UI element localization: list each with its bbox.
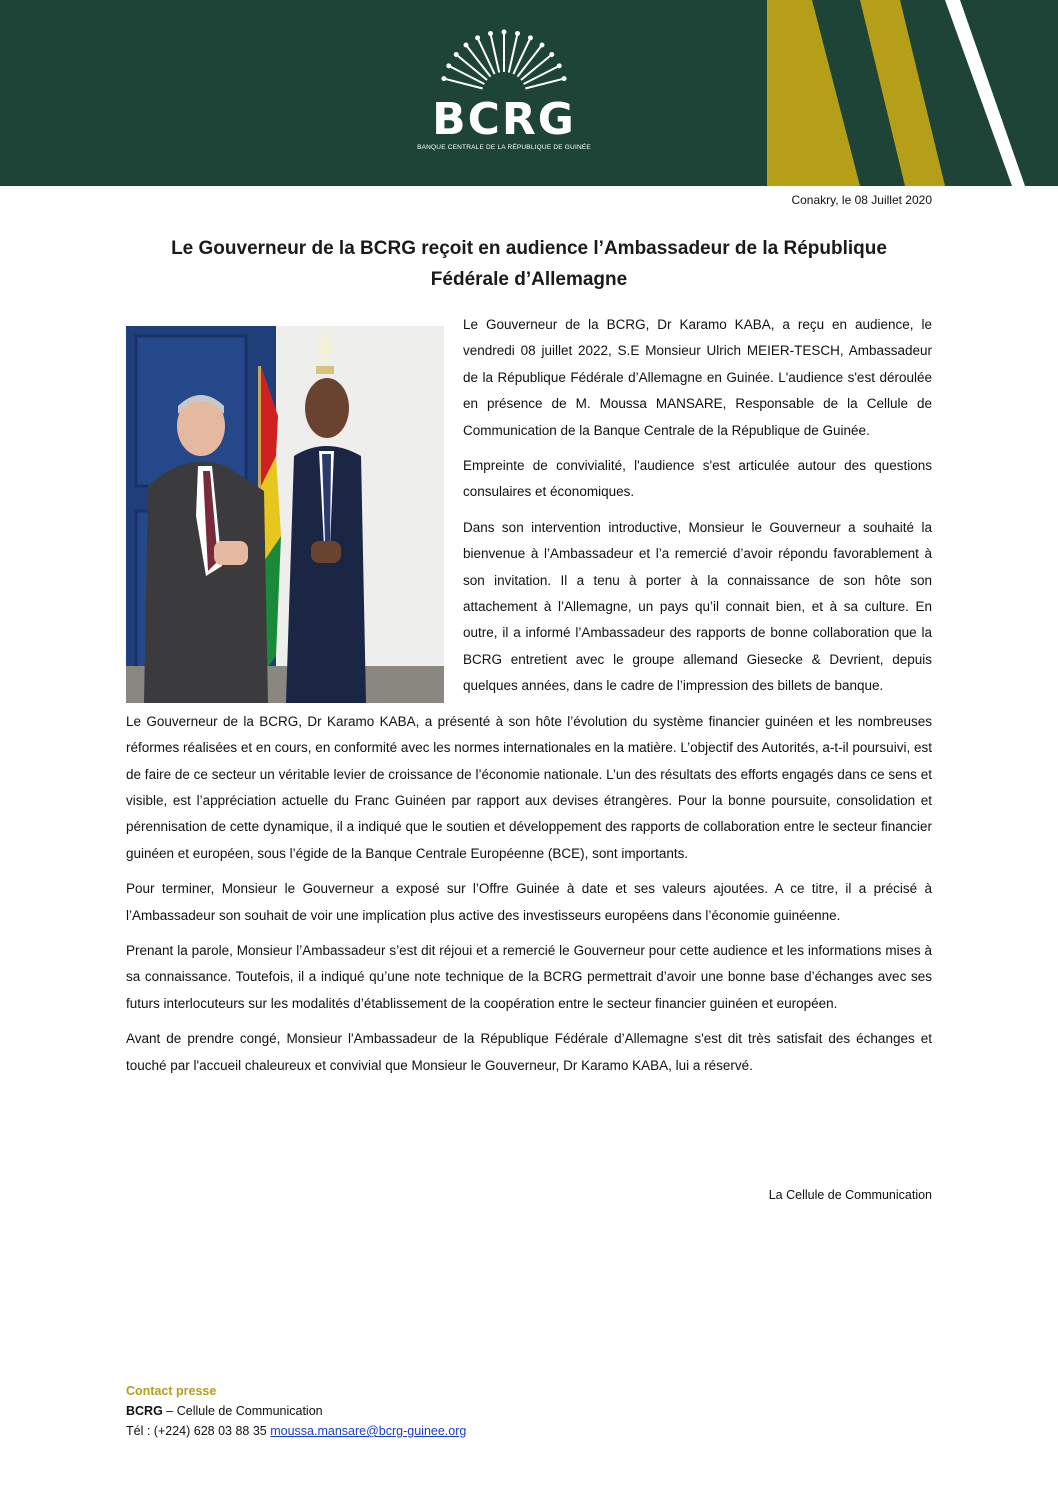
sunburst-dot	[540, 43, 545, 48]
sunburst-dot	[562, 76, 567, 81]
sunburst-dot	[557, 63, 562, 68]
gold-stripe-right	[860, 0, 945, 186]
sunburst-dot	[549, 52, 554, 57]
document-date: Conakry, le 08 Juillet 2020	[791, 193, 932, 207]
paragraph-7: Avant de prendre congé, Monsieur l'Ambassadeur de la République Fédérale d’Allemagne s'est dit très satisfait des échanges et touché par l'accueil chaleureux et convivial que Monsieur le Gouverneur, Dr Karamo KABA, lui a réservé.	[126, 1031, 932, 1073]
signature: La Cellule de Communication	[768, 1188, 932, 1202]
sunburst-icon	[439, 24, 569, 96]
article-body	[126, 312, 932, 1088]
contact-org-line	[126, 1401, 466, 1421]
title-line-2: Fédérale d’Allemagne	[430, 269, 628, 290]
sunburst-dot	[502, 30, 507, 35]
sunburst-dot	[475, 35, 480, 40]
logo-subline: BANQUE CENTRALE DE LA RÉPUBLIQUE DE GUINÉE	[417, 144, 591, 151]
sunburst-dot	[463, 43, 468, 48]
paragraph-3: Dans son intervention introductive, Monsieur le Gouverneur a souhaité la bienvenue à l’Ambassadeur et l’a remercié d’avoir répondu favorablement à son invitation. Il a tenu à porter à la connaissance de son hôte son attachement à l’Allemagne, un pays qu’il connait bien, et à sa culture. En outre, il a informé l’Ambassadeur des rapports de bonne collaboration que la BCRG entretient avec le groupe allemand Giesecke & Devrient, depuis quelques années, dans le cadre de l’impression des billets de banque.	[463, 519, 932, 694]
document-title	[126, 233, 932, 295]
paragraph-1: Le Gouverneur de la BCRG, Dr Karamo KABA, a reçu en audience, le vendredi 08 juillet 2022, S.E Monsieur Ulrich MEIER-TESCH, Ambassadeur de la République Fédérale d’Allemagne en Guinée. L'audience s'est déroulée en présence de M. Moussa MANSARE, Responsable de la Cellule de Communication de la Banque Centrale de la République de Guinée.	[463, 317, 932, 438]
sunburst-dot	[488, 31, 493, 36]
white-stripe	[945, 0, 1025, 186]
paragraph-2: Empreinte de convivialité, l'audience s'est articulée autour des questions consulaires et économiques.	[463, 458, 932, 500]
sunburst-dot	[528, 35, 533, 40]
contact-org-rest: – Cellule de Communication	[162, 1404, 323, 1418]
sunburst-dot	[454, 52, 459, 57]
gold-stripe-left	[767, 0, 860, 186]
contact-email-link[interactable]: moussa.mansare@bcrg-guinee.org	[270, 1424, 467, 1438]
press-contact	[126, 1381, 466, 1441]
page-header	[0, 0, 1058, 186]
sunburst-dot	[446, 63, 451, 68]
paragraph-4: Le Gouverneur de la BCRG, Dr Karamo KABA, a présenté à son hôte l’évolution du système financier guinéen et les nombreuses réformes réalisées et en cours, en conformité avec les normes internationales en la matière. L’objectif des Autorités, a-t-il poursuivi, est de faire de ce secteur un véritable levier de croissance de l’économie nationale. L’un des résultats des efforts engagés dans ce sens et visible, est l’appréciation actuelle du Franc Guinéen par rapport aux devises étrangères. Pour la bonne poursuite, consolidation et pérennisation de cette dynamique, il a indiqué que le soutien et développement des rapports de collaboration entre le secteur financier guinéen et européen, sous l’égide de la Banque Centrale Européenne (BCE), sont importants.	[126, 713, 932, 861]
photo-spacer	[126, 312, 463, 704]
paragraph-6: Prenant la parole, Monsieur l’Ambassadeur s’est dit réjoui et a remercié le Gouverneur pour cette audience et les informations mises à sa connaissance. Toutefois, il a indiqué qu’une note technique de la BCRG permettrait d’avoir une bonne base d’échanges avec ses futurs interlocuteurs sur les modalités d’établissement de la coopération entre le secteur financier guinéen et européen.	[126, 942, 932, 1011]
bcrg-logo	[412, 24, 596, 174]
contact-org: BCRG	[126, 1404, 163, 1418]
sunburst-dot	[515, 31, 520, 36]
contact-phone-line	[126, 1421, 466, 1441]
contact-phone: Tél : (+224) 628 03 88 35	[126, 1424, 267, 1438]
title-line-1: Le Gouverneur de la BCRG reçoit en audience l’Ambassadeur de la République	[171, 238, 887, 259]
contact-title: Contact presse	[126, 1384, 217, 1398]
paragraph-5: Pour terminer, Monsieur le Gouverneur a exposé sur l’Offre Guinée à date et ses valeurs ajoutées. A ce titre, il a précisé à l’Ambassadeur son souhait de voir une implication plus active des investisseurs européens dans l’économie guinéenne.	[126, 881, 932, 923]
logo-wordmark: BCRG	[432, 94, 576, 145]
sunburst-dot	[441, 76, 446, 81]
